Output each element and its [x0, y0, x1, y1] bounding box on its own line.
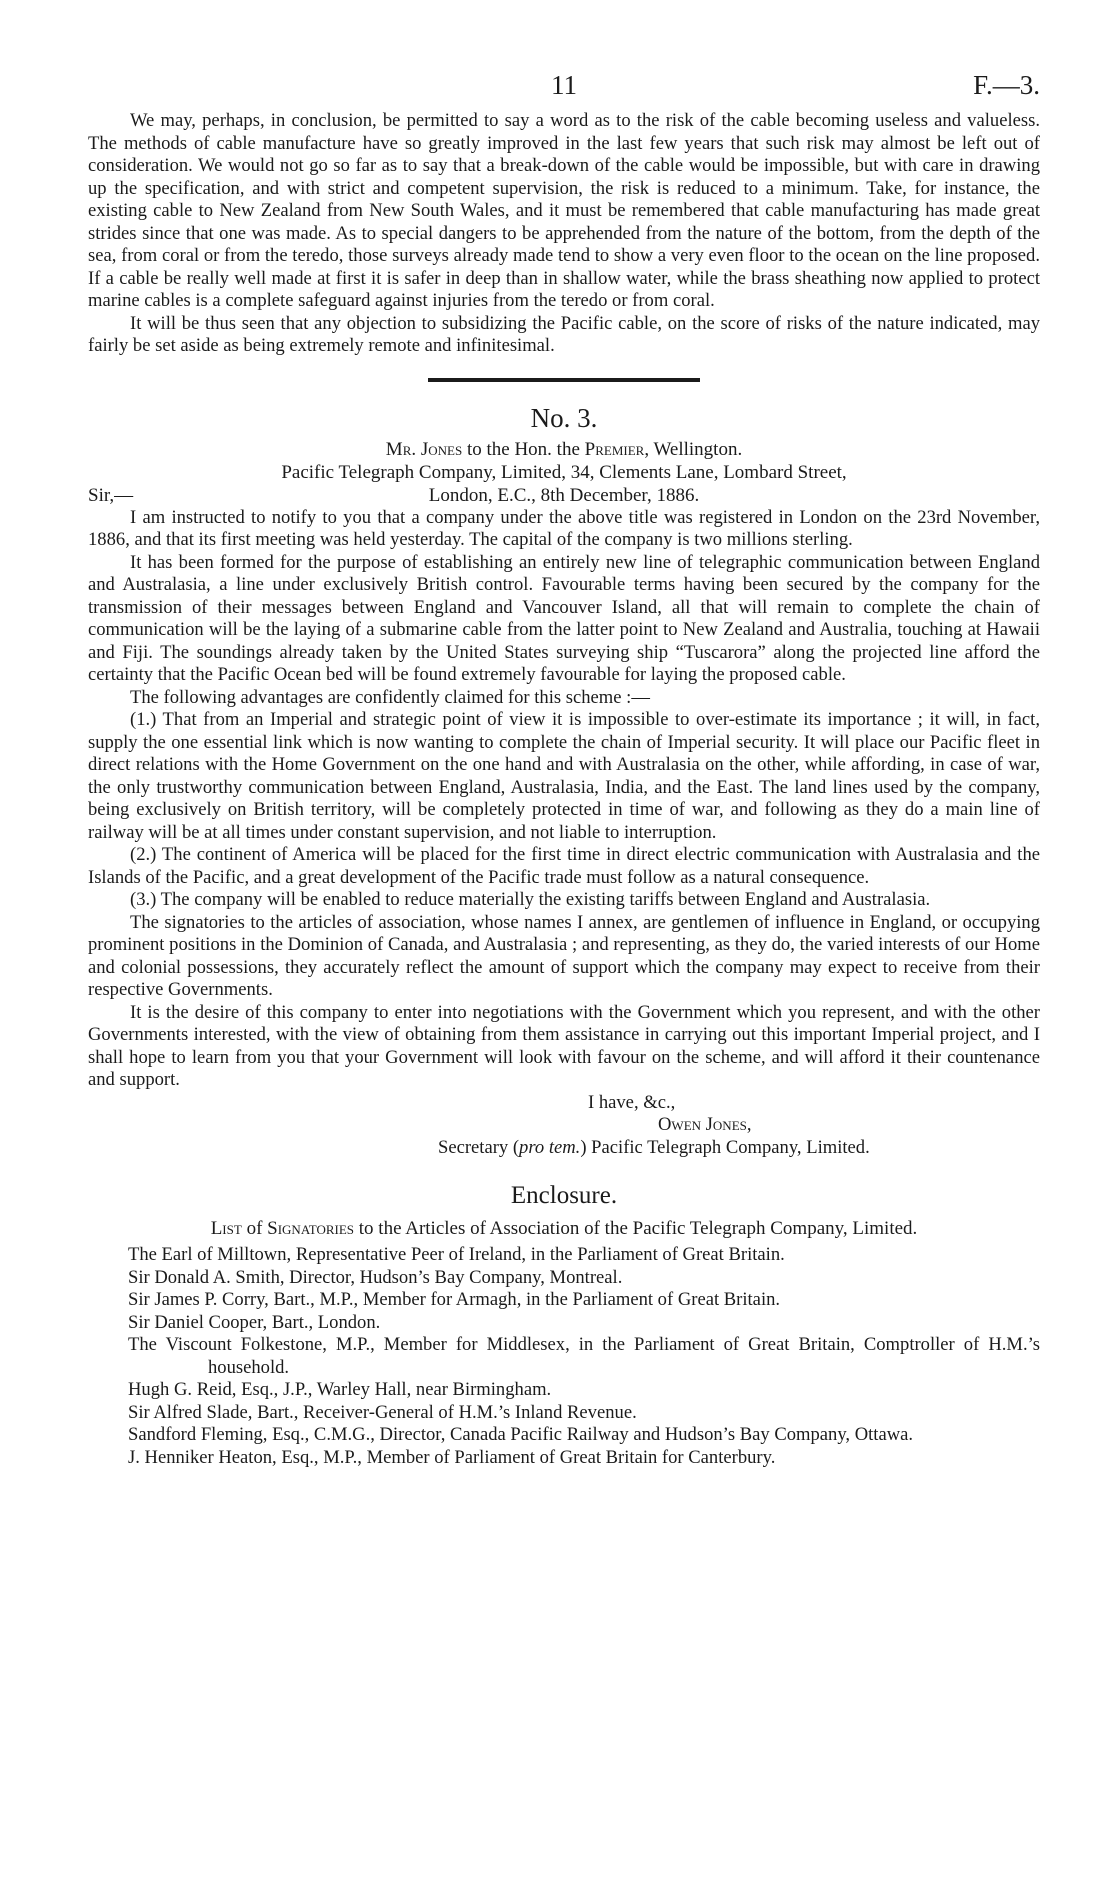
letter-sender: Mr. Jones: [385, 438, 463, 460]
signatories-list-title: [88, 1217, 1040, 1240]
signatory-title-suffix: ) Pacific Telegraph Company, Limited.: [580, 1136, 870, 1158]
letter-address-line1: Pacific Telegraph Company, Limited, 34, Clements Lane, Lombard Street,: [281, 461, 847, 483]
section-divider: [428, 378, 700, 382]
signatories-list: [88, 1244, 1040, 1469]
letter-from-to-middle: to the Hon. the: [462, 438, 585, 460]
letter-paragraph: It is the desire of this company to enter into negotiations with the Government which you represent, and with the other Governments interested, with the view of obtaining from them assistance in carrying out this important Imperial project, and I shall hope to learn from you that your Government will look with favour on the scheme, and will afford it their countenance and support.: [88, 1001, 1040, 1090]
list-title-word-list: List: [210, 1218, 242, 1239]
page-number: 11: [551, 70, 577, 100]
signatory-item: Sandford Fleming, Esq., C.M.G., Director, Canada Pacific Railway and Hudson’s Bay Company, Ottawa.: [128, 1424, 914, 1445]
letter-signature: Owen Jones,: [658, 1114, 752, 1135]
letter-paragraph: The signatories to the articles of association, whose names I annex, are gentlemen of influence in England, or occupying prominent positions in the Dominion of Canada, and Australasia ; and representing, as they do, the varied interests of our Home and colonial possessions, they accurately reflect the amount of support which the company may expect to receive from their respective Governments.: [88, 911, 1040, 1000]
signatory-item: J. Henniker Heaton, Esq., M.P., Member of Parliament of Great Britain for Canterbury.: [128, 1446, 776, 1468]
signatory-item: Hugh G. Reid, Esq., J.P., Warley Hall, near Birmingham.: [128, 1379, 552, 1400]
list-title-of: of: [241, 1218, 268, 1239]
list-title-word-signatories: Signatories: [267, 1218, 355, 1239]
signatory-item: Sir James P. Corry, Bart., M.P., Member for Armagh, in the Parliament of Great Britain.: [128, 1289, 781, 1310]
signatory-item: Sir Daniel Cooper, Bart., London.: [128, 1311, 381, 1333]
paper-reference: F.—3.: [973, 70, 1040, 100]
letter-address-block: [88, 484, 1040, 507]
letter-from-to-tail: , Wellington.: [644, 438, 743, 460]
letter-paragraph: It has been formed for the purpose of establishing an entirely new line of telegraphic communication between England and Australasia, a line under exclusively British control. Favourable terms having been secured by the company for the transmission of their messages between England and Vancouver Island, all that will remain to complete the chain of communication will be the laying of a submarine cable from the latter point to New Zealand and Australia, touching at Hawaii and Fiji. The soundings already taken by the United States surveying ship “Tuscarora” along the projected line afford the certainty that the Pacific Ocean bed will be found extremely favourable for laying the proposed cable.: [88, 551, 1040, 685]
letter-closing: I have, &c.,: [588, 1091, 676, 1113]
signatory-item: The Earl of Milltown, Representative Peer of Ireland, in the Parliament of Great Britain.: [128, 1244, 785, 1265]
signatory-title-prefix: Secretary (: [438, 1136, 520, 1158]
letter-paragraph: The following advantages are confidently claimed for this scheme :—: [130, 686, 650, 708]
letter-paragraph: I am instructed to notify to you that a company under the above title was registered in London on the 23rd November, 1886, and that its first meeting was held yesterday. The capital of the company is two millions sterling.: [88, 506, 1040, 550]
intro-section: [88, 110, 1040, 358]
signatory-item: Sir Alfred Slade, Bart., Receiver-General of H.M.’s Inland Revenue.: [128, 1401, 637, 1423]
letter-number: No. 3.: [530, 402, 598, 433]
letter-salutation: Sir,—: [88, 484, 134, 506]
list-title-rest: to the Articles of Association of the Pacific Telegraph Company, Limited.: [354, 1218, 918, 1239]
letter-closing-block: [88, 1092, 1040, 1160]
letter-paragraph: (3.) The company will be enabled to reduce materially the existing tariffs between England and Australasia.: [130, 889, 931, 910]
signatory-title-italic: pro tem.: [519, 1136, 581, 1158]
letter-from-to: [88, 438, 1040, 461]
enclosure-heading: Enclosure.: [510, 1182, 618, 1209]
letter-paragraph: (2.) The continent of America will be placed for the first time in direct electric communication with Australasia and the Islands of the Pacific, and a great development of the Pacific trade must follow as a natural consequence.: [88, 844, 1040, 888]
intro-paragraph: It will be thus seen that any objection to subsidizing the Pacific cable, on the score of risks of the nature indicated, may fairly be set aside as being extremely remote and infinitesimal.: [88, 312, 1040, 356]
document-page: [88, 70, 1040, 1469]
letter-recipient: Premier: [584, 438, 645, 460]
page-header: [88, 70, 1040, 110]
letter-paragraph: (1.) That from an Imperial and strategic point of view it is impossible to over-estimate its importance ; it will, in fact, supply the one essential link which is now wanting to complete the chain of Imperial security. It will place our Pacific fleet in direct relations with the Home Government on the one hand and with Australasia on the other, while affording, in case of war, the only trustworthy communication between England, Australasia, India, and the East. The land lines used by the company, being exclusively on British territory, will be completely protected in time of war, and following as they do a main line of railway will be at all times under constant supervision, and not liable to interruption.: [88, 709, 1040, 843]
letter-signatory-title: [88, 1137, 1040, 1160]
intro-paragraph: We may, perhaps, in conclusion, be permitted to say a word as to the risk of the cable becoming useless and valueless. The methods of cable manufacture have so greatly improved in the last few years that such risk may almost be left out of consideration. We would not go so far as to say that a break-down of the cable would be impossible, but with care in drawing up the specification, and with strict and competent supervision, the risk is reduced to a minimum. Take, for instance, the existing cable to New Zealand from New South Wales, and it must be remembered that cable manufacturing has made great strides since that one was made. As to special dangers to be apprehended from the nature of the bottom, from the depth of the sea, from coral or from the teredo, those surveys already made tend to show a very even floor to the ocean on the line proposed. If a cable be really well made at first it is safer in deep than in shallow water, while the brass sheathing now applied to protect marine cables is a complete safeguard against injuries from the teredo or from coral.: [88, 110, 1040, 311]
letter: [88, 402, 1040, 1160]
signatory-item: The Viscount Folkestone, M.P., Member for Middlesex, in the Parliament of Great Britain, Comptroller of H.M.’s household.: [128, 1334, 1040, 1378]
signatory-item: Sir Donald A. Smith, Director, Hudson’s Bay Company, Montreal.: [128, 1266, 623, 1288]
letter-address-line2: London, E.C., 8th December, 1886.: [428, 484, 700, 506]
enclosure: [88, 1181, 1040, 1469]
